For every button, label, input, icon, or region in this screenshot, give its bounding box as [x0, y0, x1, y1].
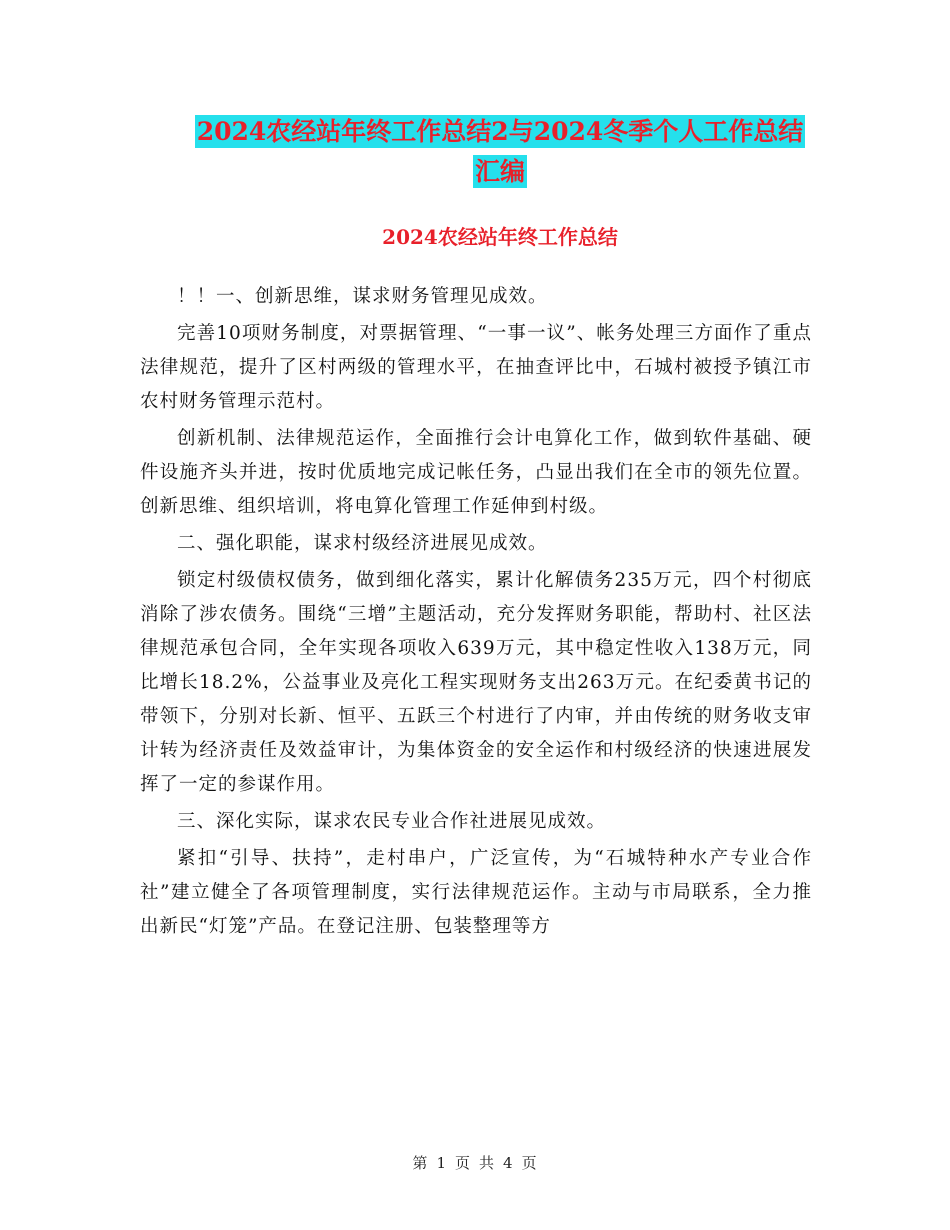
paragraph: 创新机制、法律规范运作，全面推行会计电算化工作，做到软件基础、硬件设施齐头并进，按时优质地完成记帐任务，凸显出我们在全市的领先位置。创新思维、组织培训，将电算化管理工作延伸到村级。 [140, 428, 812, 517]
document-title [140, 112, 860, 192]
paragraph: 二、强化职能，谋求村级经济进展见成效。 [177, 533, 548, 554]
footer-label-total: 共 [479, 1154, 496, 1172]
paragraph: ！！一、创新思维，谋求财务管理见成效。 [177, 286, 548, 307]
paragraph: 完善10项财务制度，对票据管理、“一事一议”、帐务处理三方面作了重点法律规范，提升了区村两级的管理水平，在抽查评比中，石城村被授予镇江市农村财务管理示范村。 [140, 323, 812, 412]
footer-label-page-unit: 页 [454, 1154, 471, 1172]
paragraph: 锁定村级债权债务，做到细化落实，累计化解债务235万元，四个村彻底消除了涉农债务。围绕“三增”主题活动，充分发挥财务职能，帮助村、社区法律规范承包合同，全年实现各项收入639万元，其中稳定性收入138万元，同比增长18.2%，公益事业及亮化工程实现财务支出263万元。在纪委黄书记的带领下，分别对长新、恒平、五跃三个村进行了内审，并由传统的财务收支审计转为经济责任及效益审计，为集体资金的安全运作和村级经济的快速进展发挥了一定的参谋作用。 [140, 570, 812, 795]
document-title-line-1: 2024农经站年终工作总结2与2024冬季个人工作总结 [196, 117, 804, 146]
footer-label-total-unit: 页 [521, 1154, 538, 1172]
footer-total-pages: 4 [503, 1154, 514, 1172]
footer-label-page: 第 [412, 1154, 429, 1172]
document-title-line-2: 汇编 [474, 157, 525, 186]
section-title: 2024农经站年终工作总结 [382, 225, 618, 249]
document-body [140, 280, 812, 947]
page-footer [0, 1152, 950, 1173]
paragraph: 三、深化实际，谋求农民专业合作社进展见成效。 [177, 811, 607, 832]
footer-current-page: 1 [436, 1154, 447, 1172]
paragraph: 紧扣“引导、扶持”，走村串户，广泛宣传，为“石城特种水产专业合作社”建立健全了各项管理制度，实行法律规范运作。主动与市局联系，全力推出新民“灯笼”产品。在登记注册、包装整理等方 [140, 848, 812, 937]
